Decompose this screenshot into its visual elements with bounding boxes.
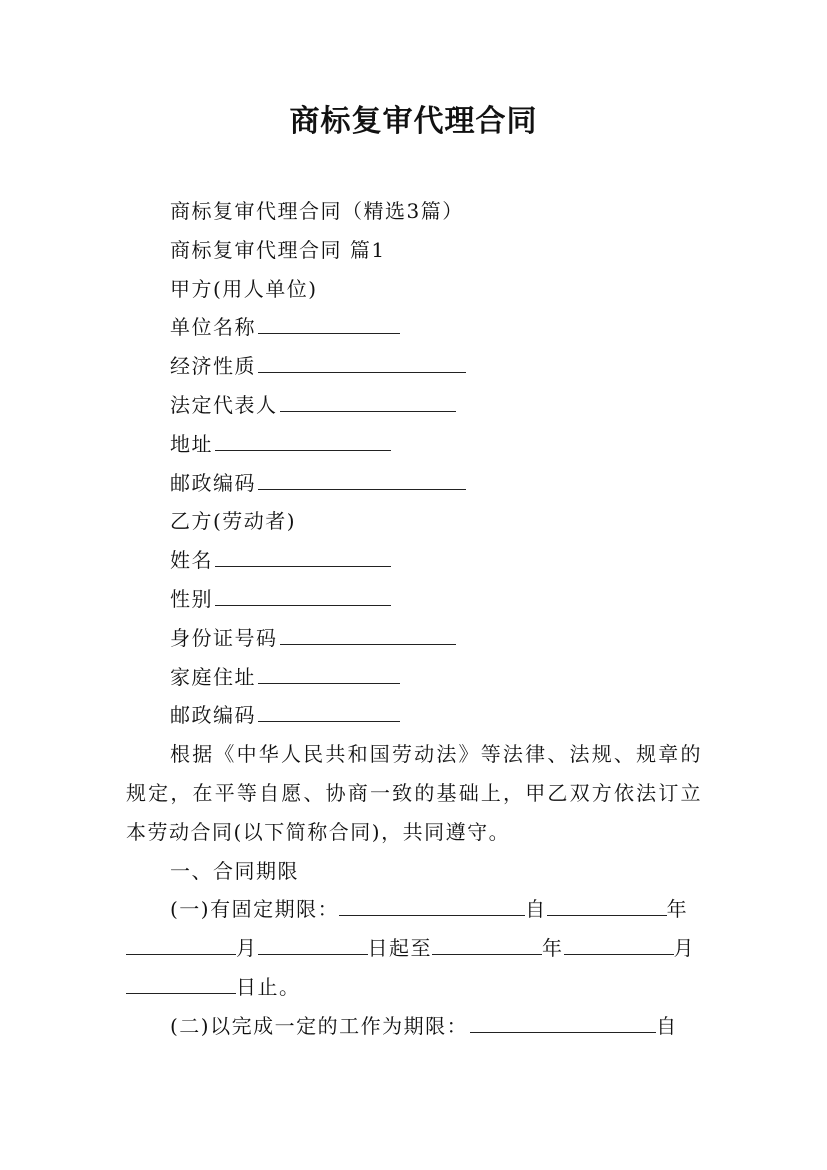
gender-label: 性别	[170, 586, 213, 611]
legal-rep-blank[interactable]	[280, 389, 456, 412]
clause-1-2-from: 自	[656, 1013, 678, 1038]
end-day-blank[interactable]	[126, 971, 236, 994]
home-address-blank[interactable]	[258, 661, 400, 684]
task-term-blank[interactable]	[470, 1010, 656, 1033]
document-title: 商标复审代理合同	[289, 104, 538, 139]
postcode-a-blank[interactable]	[258, 467, 466, 490]
month2-label: 月	[673, 936, 695, 961]
id-number-blank[interactable]	[280, 622, 456, 645]
home-address-row	[126, 658, 702, 697]
unit-name-label: 单位名称	[170, 315, 256, 340]
id-number-row	[126, 619, 702, 658]
intro-heading: 商标复审代理合同（精选3篇）	[170, 199, 464, 223]
postcode-b-row	[126, 696, 702, 735]
id-number-label: 身份证号码	[170, 625, 278, 650]
end-month-blank[interactable]	[564, 932, 674, 955]
home-address-label: 家庭住址	[170, 664, 256, 689]
party-a-label: 甲方(用人单位)	[170, 276, 318, 301]
end-year-blank[interactable]	[432, 932, 542, 955]
postcode-a-label: 邮政编码	[170, 470, 256, 495]
clause-1-2	[126, 1007, 702, 1046]
clause-1-heading: 一、合同期限	[170, 858, 299, 883]
unit-name-blank[interactable]	[258, 311, 400, 334]
economic-nature-row	[126, 347, 702, 386]
gender-blank[interactable]	[215, 583, 391, 606]
legal-rep-row	[126, 386, 702, 425]
year2-label: 年	[542, 936, 564, 961]
postcode-b-blank[interactable]	[258, 699, 400, 722]
unit-name-row	[126, 308, 702, 347]
document-body	[126, 192, 702, 1046]
legal-rep-label: 法定代表人	[170, 392, 278, 417]
start-month-blank[interactable]	[126, 932, 236, 955]
fixed-term-blank[interactable]	[339, 893, 525, 916]
name-label: 姓名	[170, 548, 213, 573]
address-blank[interactable]	[215, 428, 391, 451]
economic-nature-blank[interactable]	[258, 350, 466, 373]
economic-nature-label: 经济性质	[170, 354, 256, 379]
start-year-blank[interactable]	[547, 893, 667, 916]
start-day-blank[interactable]	[258, 932, 368, 955]
party-b-label: 乙方(劳动者)	[170, 509, 297, 534]
address-row	[126, 425, 702, 464]
postcode-b-label: 邮政编码	[170, 703, 256, 728]
month-label: 月	[236, 936, 258, 961]
basis-paragraph: 根据《中华人民共和国劳动法》等法律、法规、规章的规定，在平等自愿、协商一致的基础上，甲乙双方依法订立本劳动合同(以下简称合同)，共同遵守。	[126, 742, 702, 844]
section-heading: 商标复审代理合同 篇1	[170, 237, 386, 262]
postcode-a-row	[126, 464, 702, 503]
name-row	[126, 541, 702, 580]
name-blank[interactable]	[215, 544, 391, 567]
day-end-label: 日止。	[236, 974, 301, 999]
clause-1-2-prefix: (二)以完成一定的工作为期限：	[170, 1013, 469, 1038]
clause-1-1	[126, 890, 702, 1006]
address-label: 地址	[170, 431, 213, 456]
gender-row	[126, 580, 702, 619]
day-start-label: 日起至	[367, 936, 432, 961]
clause-1-1-prefix-text: (一)有固定期限：	[170, 897, 340, 922]
year-label: 年	[666, 897, 689, 922]
from-label: 自	[525, 897, 547, 922]
